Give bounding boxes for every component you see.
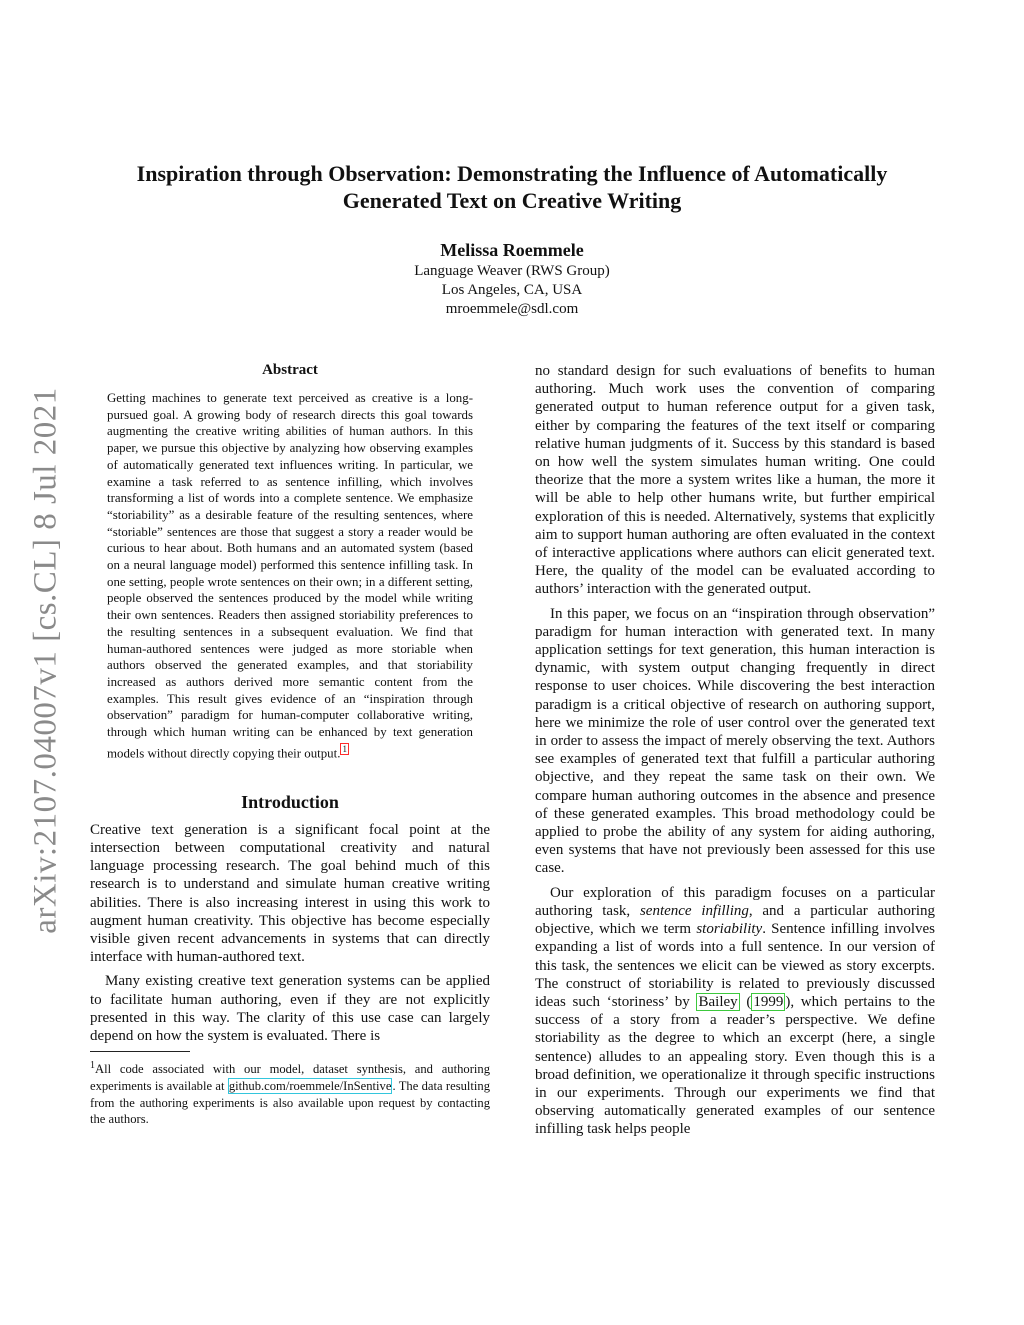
footnote: [90, 1058, 490, 1128]
right-paragraph-1: no standard design for such evaluations of benefits to human authoring. Much work uses the convention of comparing generated output to human reference output for a given task, either by comparing the features of the text itself or comparing relative human judgments of it. Success by this standard is based on how well the system simulates human writing. One could theorize that the more a system writes like a human, the more it will be able to help other humans write, but further empirical exploration of this is needed. Alternatively, systems that explicitly aim to support human authoring are often evaluated in the context of interactive applications where authors can elicit generated text. Here, the quality of the model can be evaluated according to authors’ interaction with the generated output.: [535, 363, 935, 598]
citation-author-link[interactable]: Bailey: [698, 993, 738, 1010]
author-location: Los Angeles, CA, USA: [441, 282, 583, 298]
author-name: Melissa Roemmele: [440, 240, 584, 260]
p3-text-a: Our exploration of this paradigm focuses on a particular authoring task,: [535, 884, 935, 919]
right-column: [535, 362, 935, 1139]
arxiv-identifier: arXiv:2107.04007v1 [cs.CL] 8 Jul 2021: [27, 386, 64, 934]
footnote-ref-link[interactable]: 1: [342, 743, 347, 754]
arxiv-stamp: [24, 380, 68, 940]
abstract-body: [107, 390, 473, 762]
abstract-heading: Abstract: [262, 362, 318, 378]
footnote-text-before: All code associated with our model, dataset synthesis, and authoring experiments is available at: [90, 1062, 490, 1093]
p3-text-d: , which pertains to the success of a story from a reader’s perspective. We define storiability as the degree to which an excerpt (here, a single sentence) alludes to an appealing story. Even though this is a broad definition, we operationalize it through specific instructions in our experiments. Through our experiments we find that observing automatically generated examples of our sentence infilling task helps people: [535, 993, 936, 1138]
author-affiliation: Language Weaver (RWS Group): [414, 263, 610, 279]
term-sentence-infilling: sentence infilling: [639, 902, 749, 919]
p3-text-b: , and a particular authoring objective, which we term: [535, 902, 935, 938]
intro-paragraph-2: Many existing creative text generation systems can be applied to facilitate human authoring, even if they are not explicitly presented in this way. The clarity of this use case can largely depend on how the system is evaluated. There is: [90, 973, 490, 1044]
introduction-heading: Introduction: [241, 791, 339, 812]
right-paragraph-2: In this paper, we focus on an “inspiration through observation” paradigm for human interaction with generated text. In many application settings for text generation, this human interaction is dynamic, with system output changing frequently in direct response to user choices. While discovering the best interaction paradigm is a critical objective of research on authoring support, here we minimize the role of user control over the generated text in order to assess the impact of merely observing the text. Authors see examples of generated text that fulfill a particular authoring objective, and they repeat the same task on their own. We compare human authoring outcomes in the absence and presence of these generated examples. This broad methodology could be applied to probe the ability of any system for aiding authoring, even systems that have not previously been assessed for this use case.: [535, 605, 935, 877]
abstract-text: Getting machines to generate text perceived as creative is a long-pursued goal. A growing body of research directs this goal towards augmenting the creative writing abilities of human authors. In this paper, we pursue this objective by analyzing how observing examples of automatically generated text influences writing. In particular, we examine a task referred to as sentence infilling, which involves transforming a list of words into a complete sentence. We emphasize “storiability” as a desirable feature of the resulting sentences, where “storiable” sentences are those that suggest a story a reader would be curious to hear about. Both humans and an automated system (based on a neural language model) performed this sentence infilling task. In one setting, people wrote sentences on their own; in a different setting, people observed the sentences produced by the model while writing their own sentences. Readers then assigned storiability preferences to the resulting sentences in a subsequent evaluation. We find that human-authored sentences were judged as more storiable when authors observed the generated examples, and that storiability increased as authors derived more semantic content from the examples. This result gives evidence of an “inspiration through observation” paradigm for human-computer collaborative writing, through which human writing can be enhanced by text generation models without directly copying their output.: [107, 391, 473, 761]
footnote-divider: [90, 1051, 190, 1052]
p3-text-c: . Sentence infilling involves expanding a list of words into a full sentence. In our version of this task, the sentences we elicit can be viewed as story excerpts. The construct of storiability is related to previously discussed ideas such ‘storiness’ by: [535, 921, 935, 1010]
author-email: mroemmele@sdl.com: [445, 301, 579, 317]
github-link[interactable]: github.com/roemmele/InSentive: [228, 1078, 392, 1093]
term-storiability: storiability: [696, 921, 763, 938]
left-column: [90, 362, 490, 1128]
paper-title: Inspiration through Observation: Demonstrating the Influence of Automatically Generated Text on Creative Writing: [136, 161, 888, 213]
right-paragraph-3: Our exploration of this paradigm focuses on a particular authoring task, sentence infilling, and a particular authoring objective, which we term storiability. Sentence infilling involves expanding a list of words into a full sentence. In our version of this task, the sentences we elicit can be viewed as story excerpts. The construct of storiability is related to previously discussed ideas such ‘storiness’ by Bailey ( 1999 ), which pertains to the success of a story from a reader’s perspective. We define storiability as the degree to which an excerpt (here, a single sentence) alludes to an appealing story. Even though this is a broad definition, we operationalize it through specific instructions in our experiments. Through our experiments we find that observing automatically generated examples of our sentence infilling task helps people: [535, 884, 936, 1138]
intro-paragraph-1: Creative text generation is a significant focal point at the intersection between computational creativity and natural language processing research. The goal behind much of this research is to understand and simulate human creative writing abilities. There is also increasing interest in using this work to augment human creativity. This objective has become especially visible given recent advancements in systems that can directly interface with human-authored text.: [90, 821, 490, 966]
footnote-text-after: . The data resulting from the authoring experiments is also available upon request by contacting the authors.: [90, 1078, 490, 1127]
author-block: [90, 238, 934, 319]
citation-year-link[interactable]: 1999: [753, 993, 784, 1010]
footnote-mark: 1: [90, 1060, 95, 1072]
